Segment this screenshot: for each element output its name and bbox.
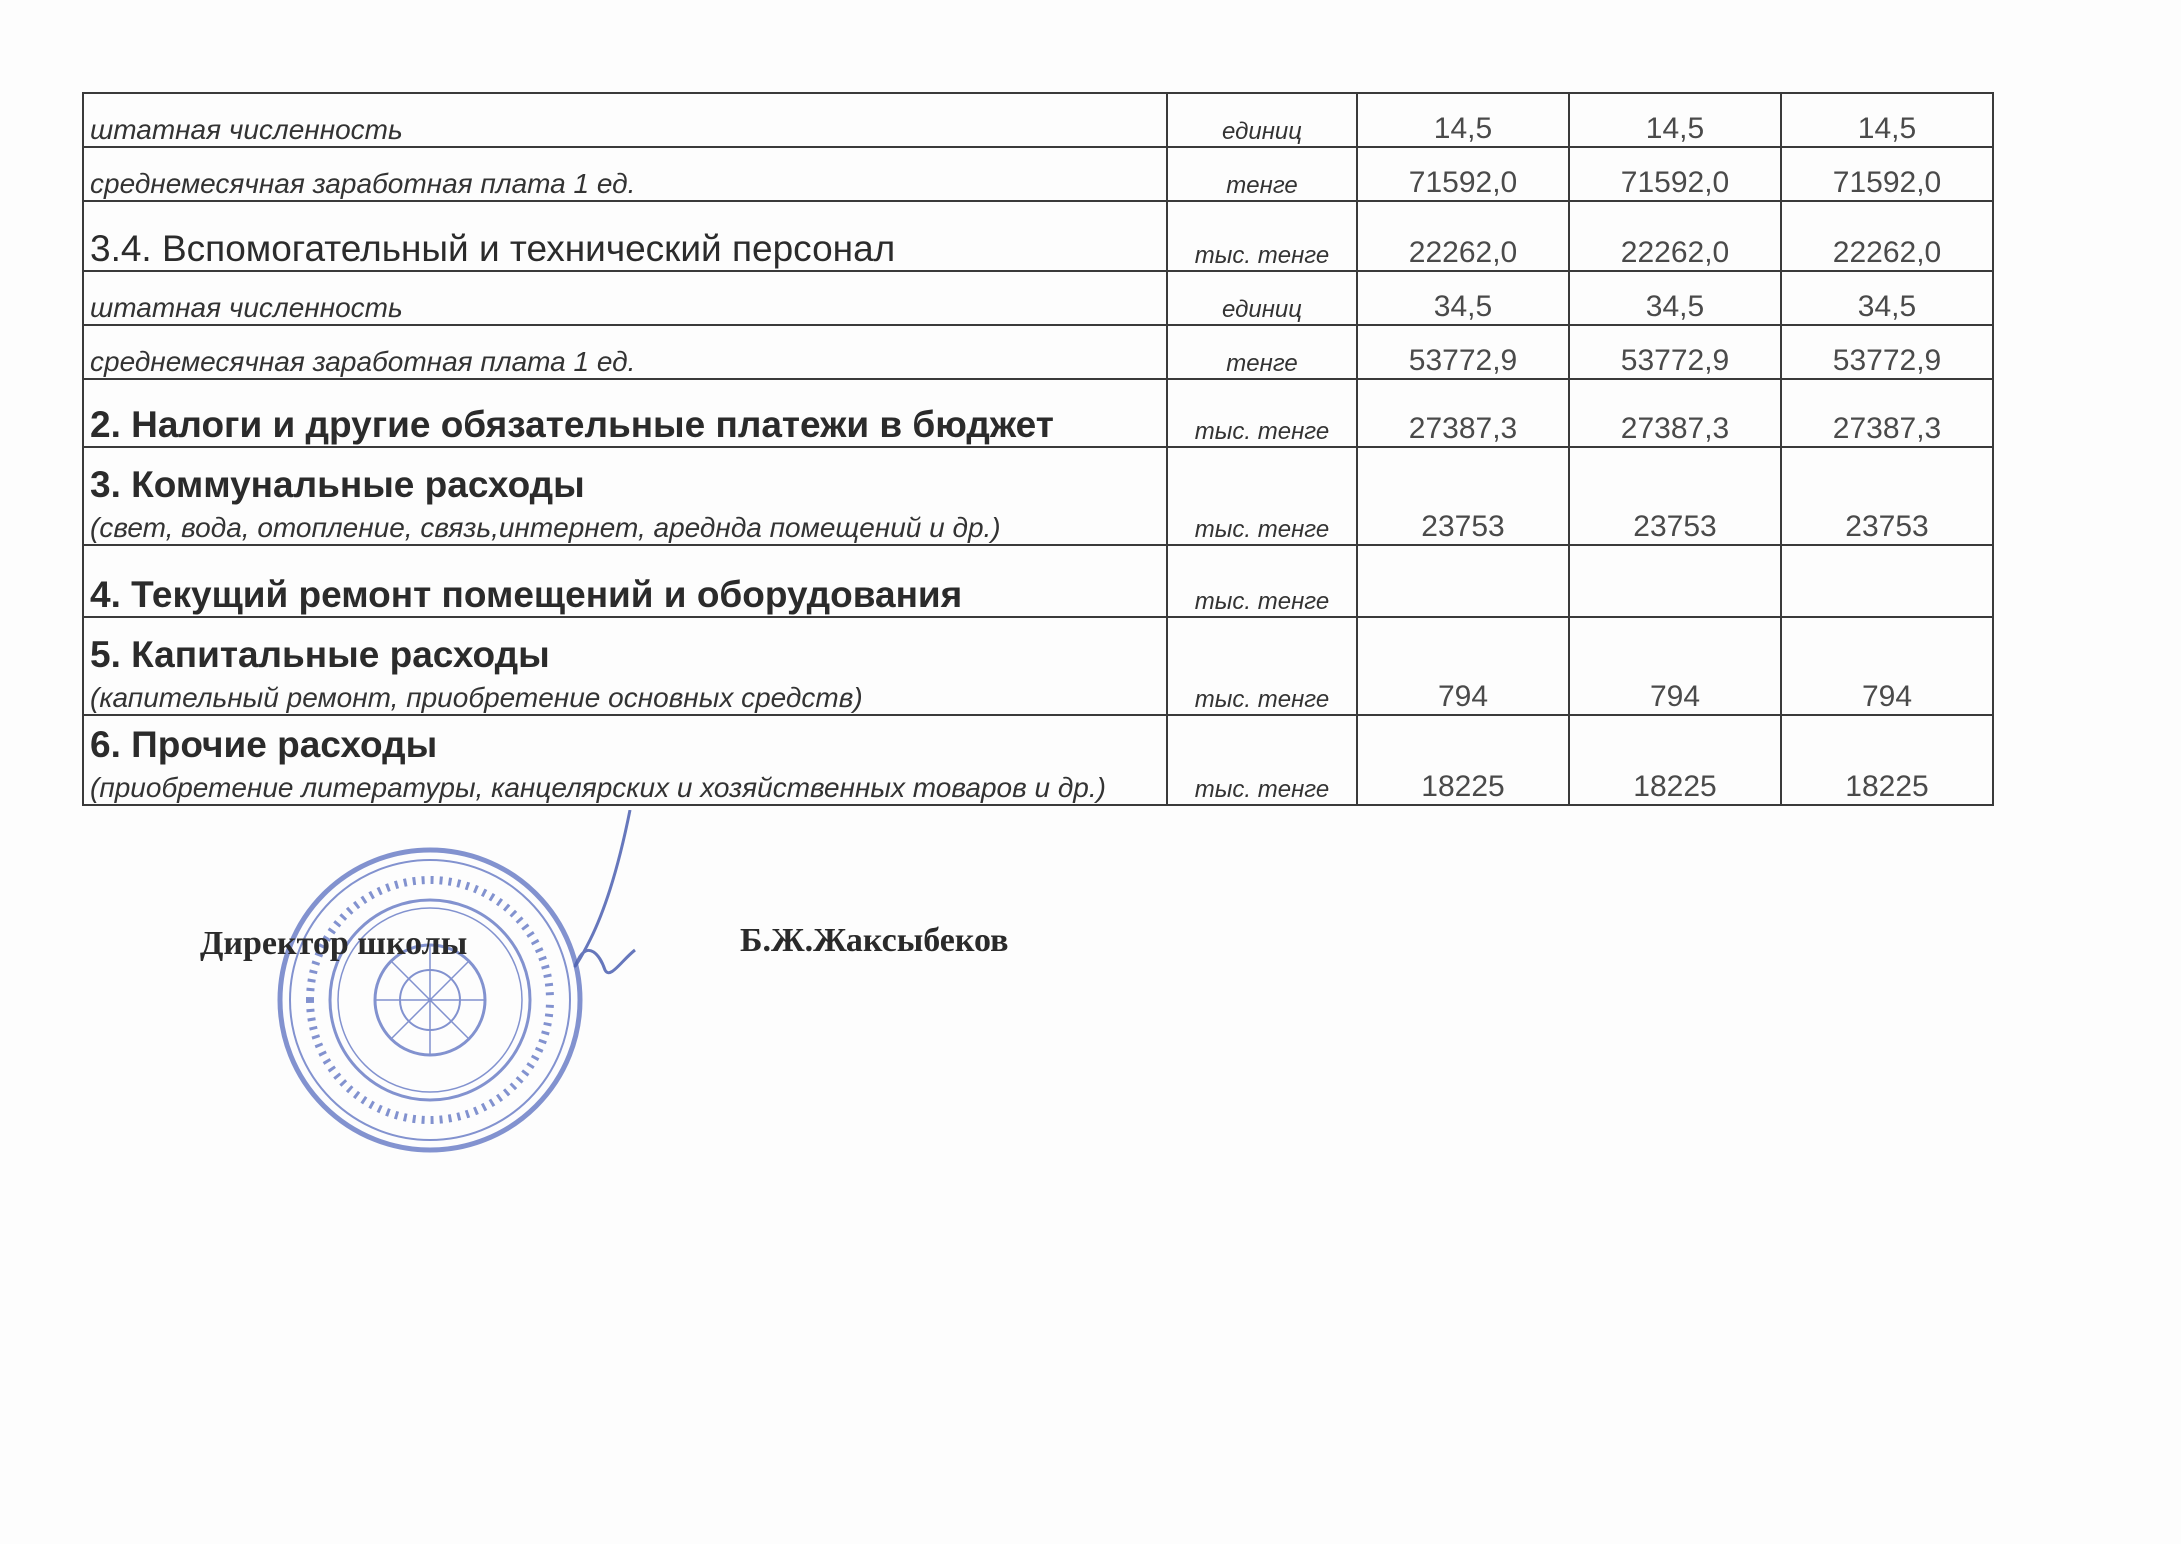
row-value-3 xyxy=(1781,545,1993,617)
table-row xyxy=(83,93,1993,147)
row-value-3: 53772,9 xyxy=(1781,325,1993,379)
row-sublabel: (свет, вода, отопление, связь,интернет, ареднда помещений и др.) xyxy=(90,512,1001,543)
row-unit: тенге xyxy=(1167,325,1357,379)
row-unit: тыс. тенге xyxy=(1167,545,1357,617)
signature-icon xyxy=(560,810,670,990)
row-value-2: 794 xyxy=(1569,617,1781,715)
row-label: штатная численность xyxy=(83,93,1167,147)
row-unit: тенге xyxy=(1167,147,1357,201)
row-value-3: 23753 xyxy=(1781,447,1993,545)
row-sublabel: (приобретение литературы, канцелярских и хозяйственных товаров и др.) xyxy=(90,772,1106,803)
row-unit: тыс. тенге xyxy=(1167,379,1357,447)
budget-table xyxy=(82,92,1994,806)
row-value-1: 23753 xyxy=(1357,447,1569,545)
row-label: среднемесячная заработная плата 1 ед. xyxy=(83,147,1167,201)
table-row xyxy=(83,379,1993,447)
row-unit: тыс. тенге xyxy=(1167,715,1357,805)
row-value-3: 71592,0 xyxy=(1781,147,1993,201)
row-unit: единиц xyxy=(1167,271,1357,325)
row-value-3: 34,5 xyxy=(1781,271,1993,325)
row-sublabel: (капительный ремонт, приобретение основных средств) xyxy=(90,682,863,713)
row-value-3: 27387,3 xyxy=(1781,379,1993,447)
director-name: Б.Ж.Жаксыбеков xyxy=(740,922,1009,959)
row-value-3: 794 xyxy=(1781,617,1993,715)
row-value-2: 23753 xyxy=(1569,447,1781,545)
row-unit: тыс. тенге xyxy=(1167,201,1357,271)
table-row xyxy=(83,545,1993,617)
row-value-3: 18225 xyxy=(1781,715,1993,805)
row-value-1: 14,5 xyxy=(1357,93,1569,147)
row-value-3: 14,5 xyxy=(1781,93,1993,147)
row-value-2 xyxy=(1569,545,1781,617)
row-value-1: 18225 xyxy=(1357,715,1569,805)
table-row xyxy=(83,715,1993,805)
row-value-1: 22262,0 xyxy=(1357,201,1569,271)
row-label: среднемесячная заработная плата 1 ед. xyxy=(83,325,1167,379)
row-value-2: 27387,3 xyxy=(1569,379,1781,447)
director-title: Директор школы xyxy=(200,925,468,962)
row-value-1: 53772,9 xyxy=(1357,325,1569,379)
row-label: 5. Капитальные расходы xyxy=(90,634,550,675)
row-label: 3. Коммунальные расходы xyxy=(90,464,585,505)
row-unit: тыс. тенге xyxy=(1167,447,1357,545)
row-value-2: 71592,0 xyxy=(1569,147,1781,201)
table-row xyxy=(83,271,1993,325)
row-label: 6. Прочие расходы xyxy=(90,724,438,765)
row-label: 2. Налоги и другие обязательные платежи в бюджет xyxy=(83,379,1167,447)
table-row xyxy=(83,447,1993,545)
row-value-2: 14,5 xyxy=(1569,93,1781,147)
table-row xyxy=(83,325,1993,379)
row-unit: тыс. тенге xyxy=(1167,617,1357,715)
row-value-1: 794 xyxy=(1357,617,1569,715)
row-value-2: 34,5 xyxy=(1569,271,1781,325)
row-value-2: 22262,0 xyxy=(1569,201,1781,271)
table-row xyxy=(83,617,1993,715)
row-label: штатная численность xyxy=(83,271,1167,325)
row-value-1: 34,5 xyxy=(1357,271,1569,325)
row-label: 4. Текущий ремонт помещений и оборудования xyxy=(83,545,1167,617)
row-label-cell xyxy=(83,715,1167,805)
table-row xyxy=(83,201,1993,271)
row-label-cell xyxy=(83,617,1167,715)
row-unit: единиц xyxy=(1167,93,1357,147)
row-value-2: 18225 xyxy=(1569,715,1781,805)
row-value-1: 71592,0 xyxy=(1357,147,1569,201)
row-label: 3.4. Вспомогательный и технический персонал xyxy=(83,201,1167,271)
row-value-2: 53772,9 xyxy=(1569,325,1781,379)
row-value-1: 27387,3 xyxy=(1357,379,1569,447)
official-stamp-icon xyxy=(270,840,590,1160)
table-row xyxy=(83,147,1993,201)
row-value-3: 22262,0 xyxy=(1781,201,1993,271)
row-value-1 xyxy=(1357,545,1569,617)
row-label-cell xyxy=(83,447,1167,545)
